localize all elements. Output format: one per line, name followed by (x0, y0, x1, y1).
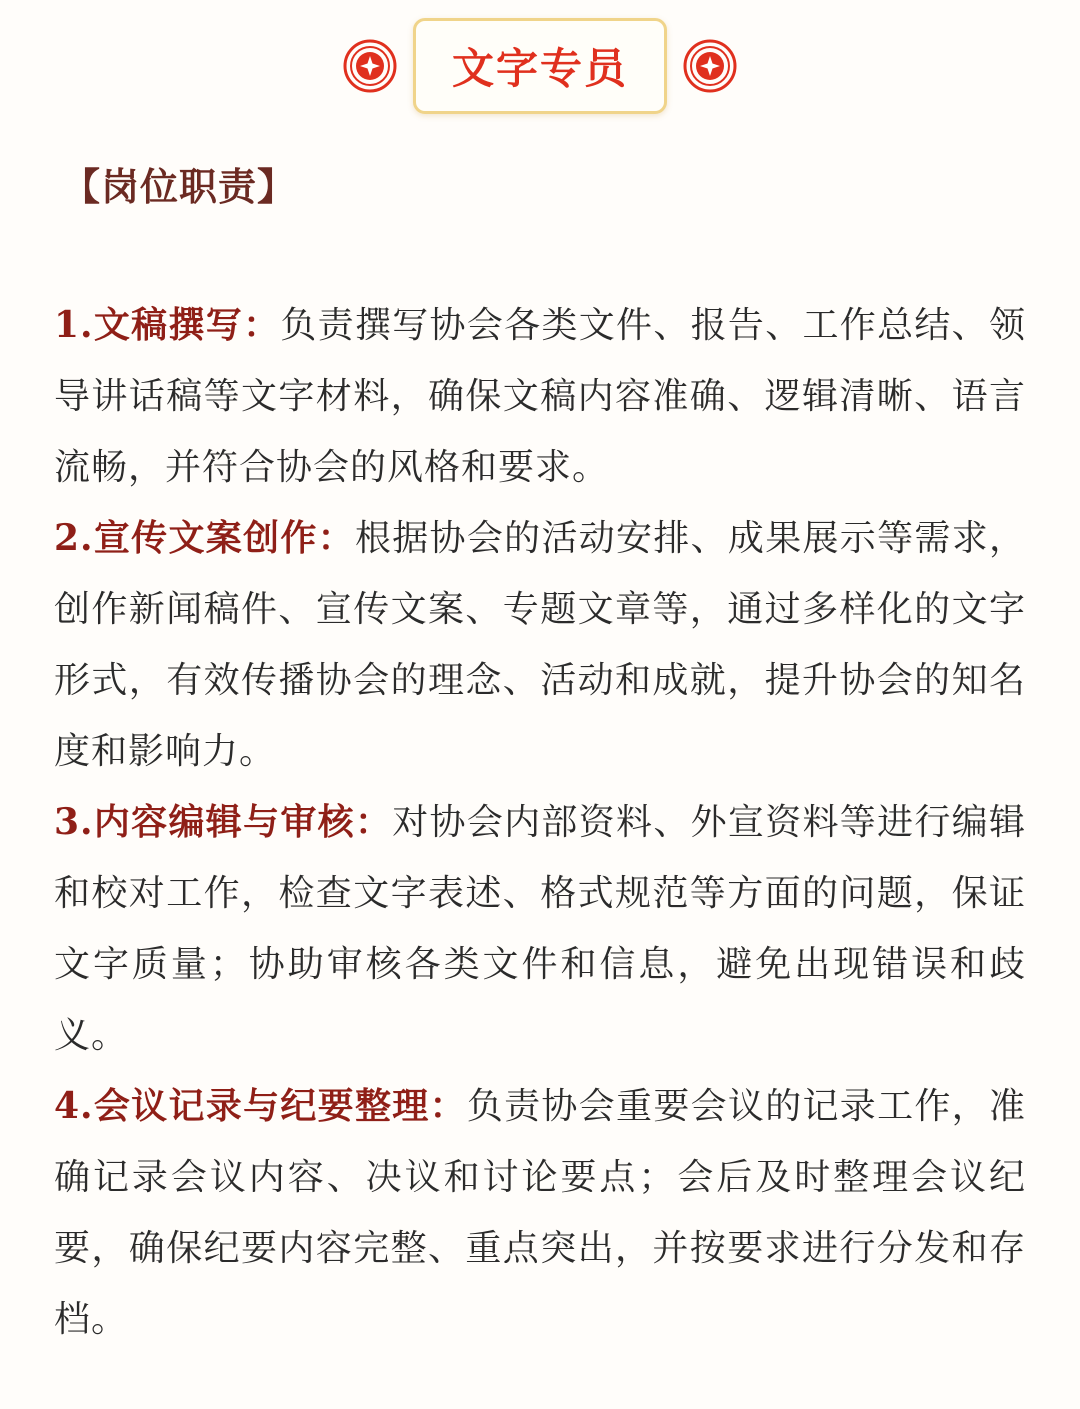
duty-number: 4. (54, 1085, 94, 1127)
section-label: 【岗位职责】 (62, 165, 297, 209)
duty-heading (54, 518, 355, 559)
duty-title: 文稿撰写： (93, 305, 281, 346)
duty-title: 会议记录与纪要整理： (93, 1086, 467, 1127)
duty-heading (54, 305, 280, 346)
duty-title: 宣传文案创作： (93, 518, 355, 559)
duty-item (54, 1071, 1026, 1355)
duty-list (54, 290, 1026, 1355)
duty-number: 1. (54, 304, 94, 346)
duty-item (54, 787, 1026, 1071)
duty-title: 内容编辑与审核： (93, 802, 393, 843)
duty-number: 3. (54, 801, 94, 843)
header (0, 16, 1080, 116)
page-title: 文字专员 (451, 44, 628, 93)
duty-item (54, 503, 1026, 787)
duty-heading (54, 802, 392, 843)
duty-body: 根据协会的活动安排、成果展示等需求，创作新闻稿件、宣传文案、专题文章等，通过多样化的文字形式，有效传播协会的理念、活动和成就，提升协会的知名度和影响力。 (54, 518, 1026, 772)
star-badge-icon (343, 39, 397, 93)
star-badge-icon (683, 39, 737, 93)
duty-body: 负责协会重要会议的记录工作，准确记录会议内容、决议和讨论要点；会后及时整理会议纪要，确保纪要内容完整、重点突出，并按要求进行分发和存档。 (54, 1086, 1026, 1340)
duty-item (54, 290, 1026, 503)
duty-body: 对协会内部资料、外宣资料等进行编辑和校对工作，检查文字表述、格式规范等方面的问题，保证文字质量；协助审核各类文件和信息，避免出现错误和歧义。 (54, 802, 1026, 1056)
title-box (413, 18, 667, 114)
duty-heading (54, 1086, 467, 1127)
duty-number: 2. (54, 517, 94, 559)
duty-body: 负责撰写协会各类文件、报告、工作总结、领导讲话稿等文字材料，确保文稿内容准确、逻辑清晰、语言流畅，并符合协会的风格和要求。 (54, 305, 1026, 488)
